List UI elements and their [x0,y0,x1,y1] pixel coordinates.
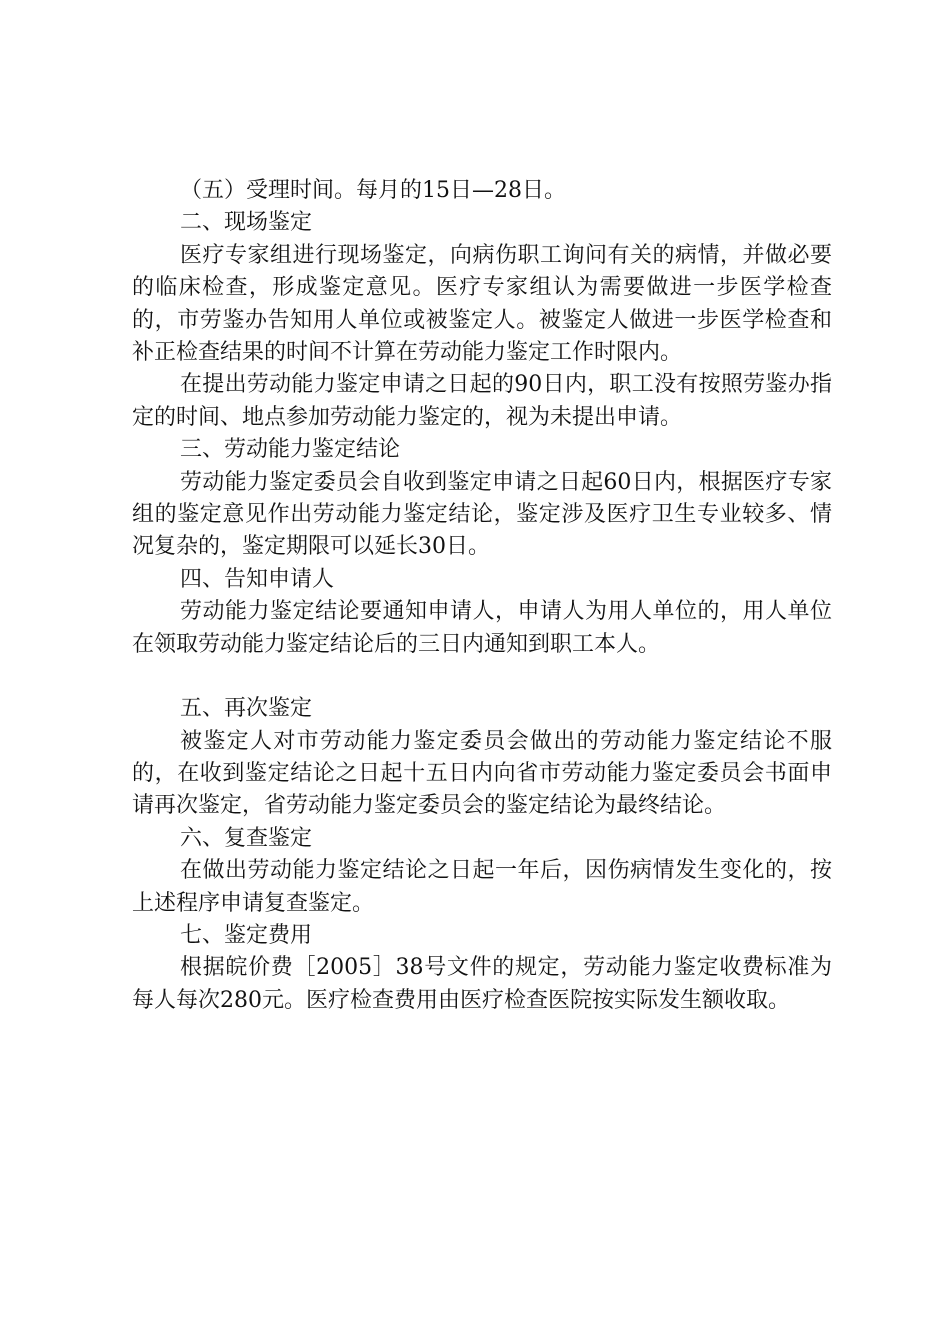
paragraph-review-assessment: 在做出劳动能力鉴定结论之日起一年后，因伤病情发生变化的，按上述程序申请复查鉴定。 [132,858,832,916]
heading-assessment-conclusion: 三、劳动能力鉴定结论 [180,437,401,463]
heading-notify-applicant: 四、告知申请人 [180,566,335,592]
paragraph-re-assessment: 被鉴定人对市劳动能力鉴定委员会做出的劳动能力鉴定结论不服的，在收到鉴定结论之日起十五日内向省市劳动能力鉴定委员会书面申请再次鉴定，省劳动能力鉴定委员会的鉴定结论为最终结论。 [132,728,832,819]
paragraph-onsite-assessment: 医疗专家组进行现场鉴定，向病伤职工询问有关的病情，并做必要的临床检查，形成鉴定意见。医疗专家组认为需要做进一步医学检查的，市劳鉴办告知用人单位或被鉴定人。被鉴定人做进一步医学检查和补正检查结果的时间不计算在劳动能力鉴定工作时限内。 [132,242,832,366]
heading-re-assessment: 五、再次鉴定 [180,696,313,722]
heading-onsite-assessment: 二、现场鉴定 [180,210,313,236]
heading-review-assessment: 六、复查鉴定 [180,825,313,851]
paragraph-assessment-fees: 根据皖价费［2005］38号文件的规定，劳动能力鉴定收费标准为每人每次280元。医疗检查费用由医疗检查医院按实际发生额收取。 [132,955,832,1013]
paragraph-notify-applicant: 劳动能力鉴定结论要通知申请人，申请人为用人单位的，用人单位在领取劳动能力鉴定结论后的三日内通知到职工本人。 [132,599,832,657]
paragraph-acceptance-time: （五）受理时间。每月的15日—28日。 [180,178,566,203]
document-body [132,175,832,1017]
paragraph-absence-rule: 在提出劳动能力鉴定申请之日起的90日内，职工没有按照劳鉴办指定的时间、地点参加劳动能力鉴定的，视为未提出申请。 [132,372,832,430]
heading-assessment-fees: 七、鉴定费用 [180,922,313,948]
paragraph-assessment-conclusion: 劳动能力鉴定委员会自收到鉴定申请之日起60日内，根据医疗专家组的鉴定意见作出劳动能力鉴定结论，鉴定涉及医疗卫生专业较多、情况复杂的，鉴定期限可以延长30日。 [132,469,832,560]
